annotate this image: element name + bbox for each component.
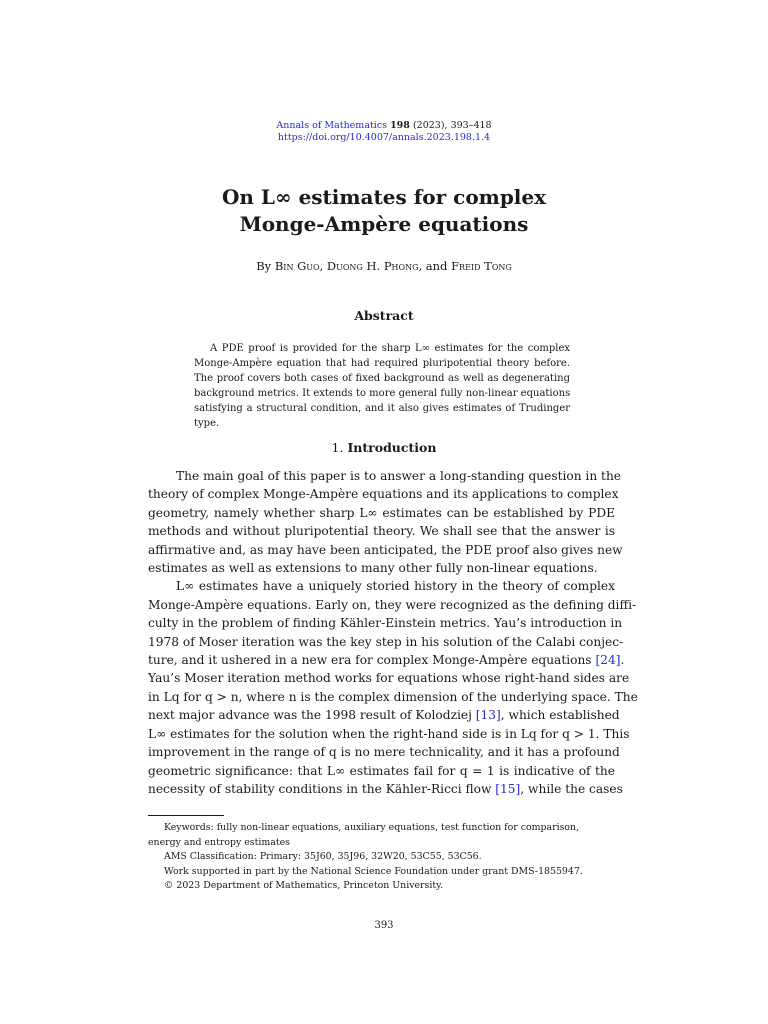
author-name: Duong H. Phong [326, 259, 419, 273]
abstract-line: satisfying a structural condition, and it also gives estimates of Trudinger [194, 403, 570, 414]
footnote-line: Work supported in part by the National Science Foundation under grant DMS-1855947. [164, 865, 583, 877]
footnotes [148, 821, 618, 894]
section-title: Introduction [347, 440, 437, 455]
page-number: 393 [374, 920, 394, 931]
abstract-heading: Abstract [354, 308, 414, 323]
body-line: L∞ estimates have a uniquely storied history in the theory of complex [176, 579, 615, 594]
body-line: The main goal of this paper is to answer a long-standing question in the [176, 469, 622, 483]
title-line-1: On L∞ estimates for complex [221, 185, 547, 209]
body-line: Monge-Ampère equations. Early on, they were recognized as the defining diffi- [148, 597, 637, 612]
body-text [148, 467, 638, 798]
authors-by: By [256, 259, 272, 273]
body-line: methods and without pluripotential theory. We shall see that the answer is [148, 524, 615, 539]
author-separator: , [319, 259, 324, 273]
journal-header [0, 120, 768, 144]
abstract-line: A PDE proof is provided for the sharp L∞ estimates for the complex [210, 343, 570, 354]
abstract-line: Monge-Ampère equation that had required pluripotential theory before. [194, 358, 570, 369]
section-number: 1. [331, 440, 344, 455]
citation-link[interactable]: [13] [475, 708, 501, 723]
journal-citation [0, 120, 768, 132]
citation-link[interactable]: [24] [595, 653, 621, 668]
body-line: geometric significance: that L∞ estimates fail for q = 1 is indicative of the [148, 763, 615, 778]
body-line: improvement in the range of q is no mere technicality, and it has a profound [148, 745, 620, 760]
author-name: Freid Tong [451, 259, 512, 273]
body-line: ture, and it ushered in a new era for complex Monge-Ampère equations [24]. [148, 653, 625, 668]
title-line-2: Monge-Ampère equations [239, 212, 529, 236]
author-separator: , and [418, 259, 448, 273]
body-line: Yau’s Moser iteration method works for equations whose right-hand sides are [148, 671, 630, 686]
citation-link[interactable]: [15] [495, 781, 521, 796]
journal-volume: 198 [390, 120, 410, 131]
doi-link[interactable]: https://doi.org/10.4007/annals.2023.198.1.4 [277, 132, 491, 143]
footnote-line: AMS Classification: Primary: 35J60, 35J96, 32W20, 53C55, 53C56. [164, 851, 482, 863]
abstract-body [194, 341, 570, 431]
body-line: 1978 of Moser iteration was the key step in his solution of the Calabi conjec- [148, 634, 624, 649]
footnote-rule [148, 815, 224, 816]
footnote-line: Keywords: fully non-linear equations, auxiliary equations, test function for comparison, [164, 822, 580, 833]
paper-title [0, 184, 768, 238]
body-line: affirmative and, as may have been anticipated, the PDE proof also gives new [148, 542, 623, 557]
abstract-line: type. [194, 418, 220, 429]
body-line: necessity of stability conditions in the Kähler-Ricci flow [15], while the cases [148, 781, 623, 796]
body-line: next major advance was the 1998 result of Kolodziej [13], which established [148, 708, 620, 723]
author-line [0, 259, 768, 273]
journal-year-pages: (2023), 393–418 [412, 120, 492, 131]
body-line: culty in the problem of finding Kähler-Einstein metrics. Yau’s introduction in [148, 616, 623, 631]
abstract-line: background metrics. It extends to more general fully non-linear equations [194, 388, 571, 399]
body-line: theory of complex Monge-Ampère equations and its applications to complex [148, 487, 619, 502]
body-line: L∞ estimates for the solution when the right-hand side is in Lq for q > 1. This [148, 726, 630, 741]
abstract-line: The proof covers both cases of fixed background as well as degenerating [194, 373, 570, 384]
body-line: in Lq for q > n, where n is the complex dimension of the underlying space. The [148, 689, 638, 704]
section-heading [0, 440, 768, 455]
footnote-line: energy and entropy estimates [148, 836, 290, 848]
journal-name-link[interactable]: Annals of Mathematics [276, 120, 388, 131]
body-line: estimates as well as extensions to many other fully non-linear equations. [148, 561, 598, 576]
author-name: Bin Guo [274, 259, 320, 273]
footnote-line: © 2023 Department of Mathematics, Princeton University. [164, 880, 444, 892]
body-line: geometry, namely whether sharp L∞ estimates can be established by PDE [148, 505, 615, 520]
